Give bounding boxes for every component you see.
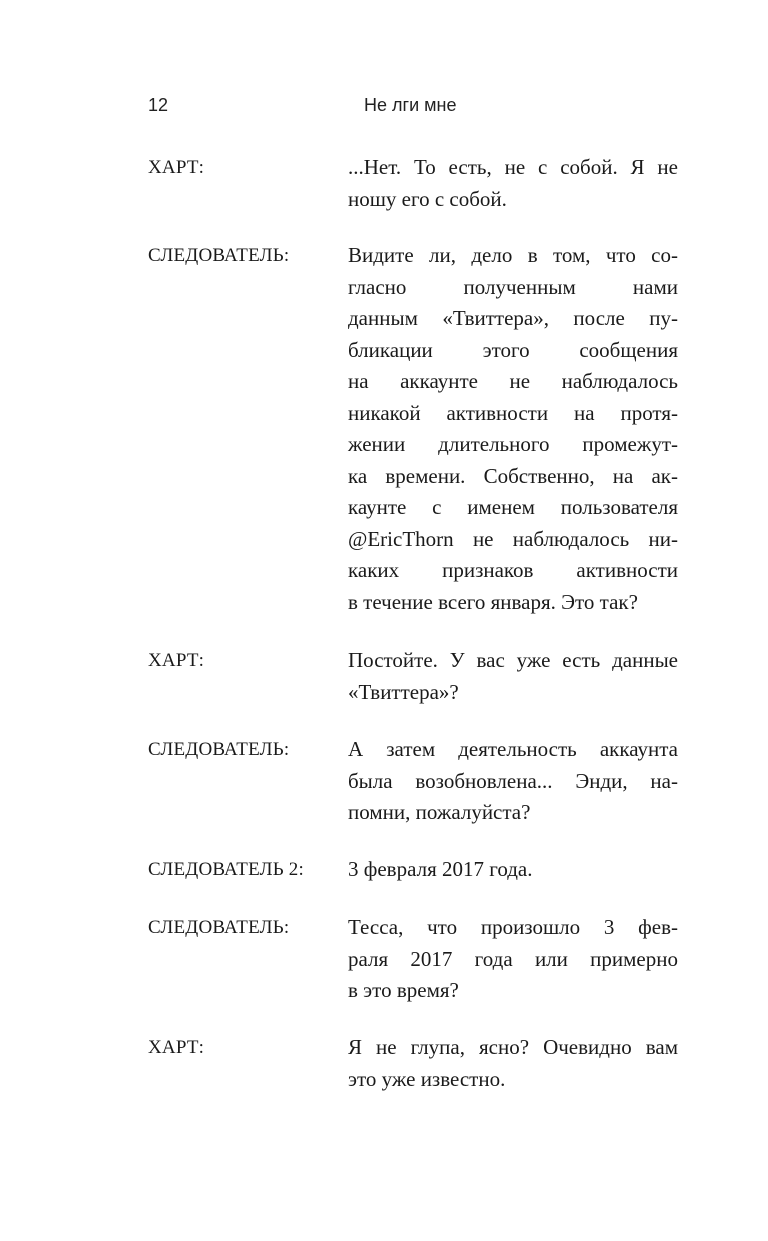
- speech-line: бликации этого сообщения: [348, 337, 678, 362]
- speech-line: Я не глупа, ясно? Очевидно вам: [348, 1035, 678, 1059]
- page-number: 12: [148, 95, 169, 115]
- speaker-label: ХАРТ:: [148, 1037, 205, 1058]
- speech-line: Видите ли, дело в том, что со-: [348, 243, 678, 267]
- speaker-label: СЛЕДОВАТЕЛЬ:: [148, 739, 290, 760]
- speaker-label: ХАРТ:: [148, 157, 205, 178]
- book-title: Не лги мне: [364, 95, 457, 115]
- speech-line: на аккаунте не наблюдалось: [348, 369, 678, 393]
- speech-line: никакой активности на протя-: [348, 400, 678, 425]
- speech-line: 3 февраля 2017 года.: [348, 857, 533, 881]
- speech-line: каких признаков активности: [348, 558, 678, 582]
- speaker-label: СЛЕДОВАТЕЛЬ:: [148, 245, 290, 266]
- speech-line: Тесса, что произошло 3 фев-: [348, 915, 678, 939]
- speech-line: помни, пожалуйста?: [348, 800, 531, 824]
- speaker-label: ХАРТ:: [148, 650, 205, 671]
- speaker-label: СЛЕДОВАТЕЛЬ:: [148, 917, 290, 938]
- speech-line: @EricThorn не наблюдалось ни-: [348, 526, 678, 551]
- speech-line: ...Нет. То есть, не с собой. Я не: [348, 155, 678, 179]
- running-head: [148, 92, 680, 118]
- speech-line: раля 2017 года или примерно: [348, 946, 678, 971]
- speaker-label: СЛЕДОВАТЕЛЬ 2:: [148, 859, 304, 880]
- speech-line: это уже известно.: [348, 1066, 506, 1091]
- speech-line: жении длительного промежут-: [348, 432, 678, 456]
- speech-line: Постойте. У вас уже есть данные: [348, 648, 678, 672]
- speech-line: в это время?: [348, 978, 459, 1002]
- speech-line: данным «Твиттера», после пу-: [348, 306, 678, 330]
- speech-line: А затем деятельность аккаунта: [348, 737, 678, 761]
- speech-line: ка времени. Собственно, на ак-: [348, 463, 678, 488]
- speech-line: «Твиттера»?: [348, 679, 459, 704]
- speech-line: ношу его с собой.: [348, 186, 507, 211]
- speech-line: гласно полученным нами: [348, 274, 678, 299]
- speech-line: каунте с именем пользователя: [348, 495, 678, 519]
- speech-line: в течение всего января. Это так?: [348, 589, 638, 614]
- speech-line: была возобновлена... Энди, на-: [348, 768, 678, 793]
